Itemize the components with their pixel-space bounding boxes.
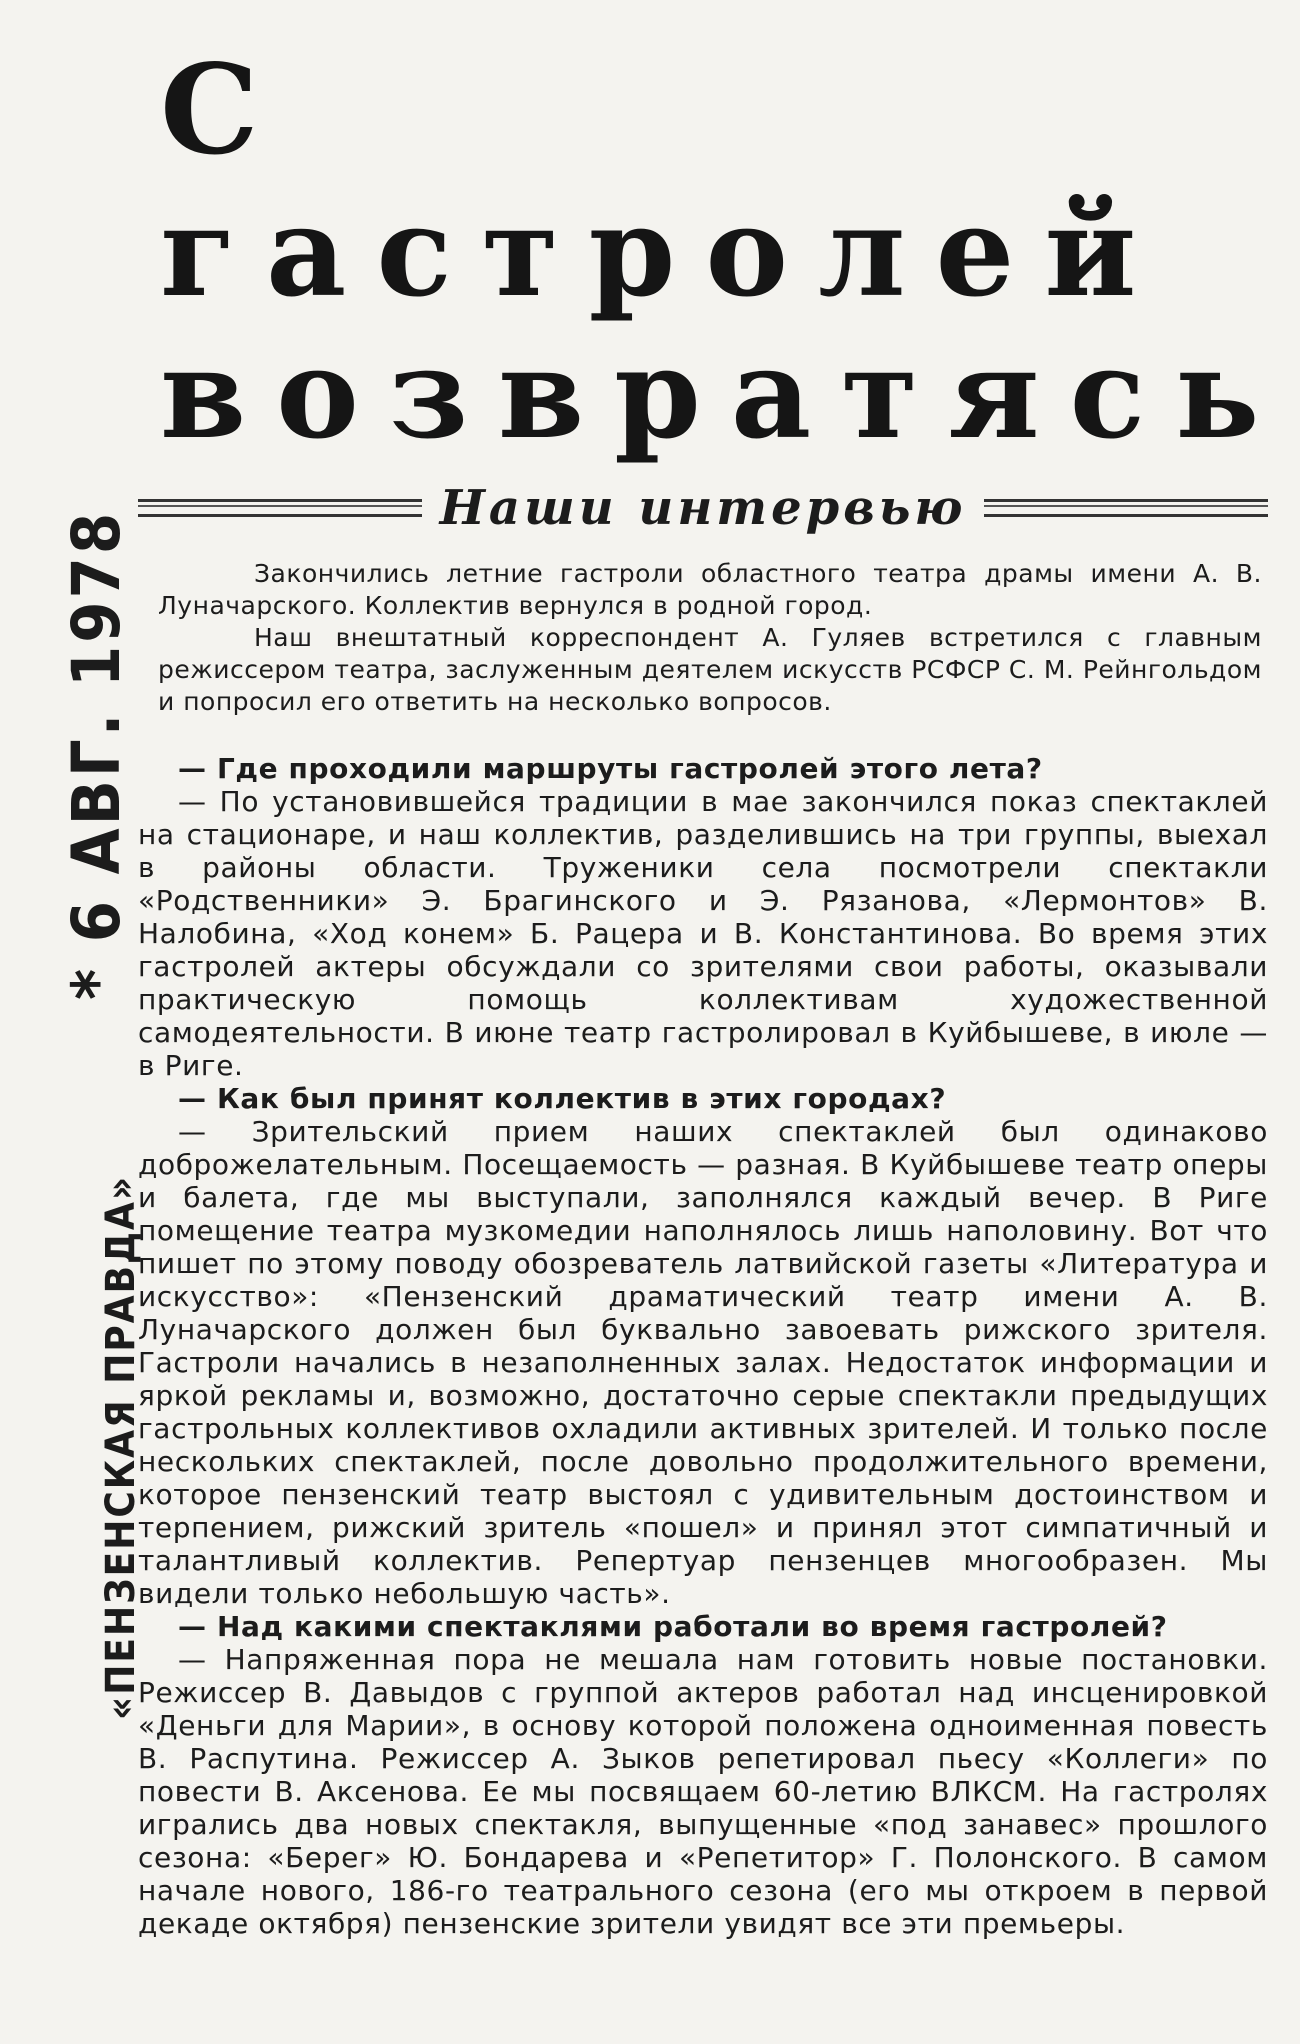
rubric-rule-right <box>984 499 1268 517</box>
lede <box>138 558 1268 718</box>
interview-question: — Где проходили маршруты гастролей этого лета? <box>178 752 1043 785</box>
lede-paragraph: Наш внештатный корреспондент А. Гуляев встретился с главным режиссером театра, заслуженным деятелем искусств РСФСР С. М. Рейнгольдом и попросил его ответить на несколько вопросов. <box>158 623 1262 716</box>
archive-stamp <box>8 0 158 2044</box>
headline <box>138 38 1290 467</box>
stamp-newspaper-name: «ПЕНЗЕНСКАЯ ПРАВДА» <box>98 1174 144 1720</box>
article-body <box>138 752 1268 1940</box>
stamp-date: * 6 АВГ. 1978 <box>58 509 135 1000</box>
headline-line-1: С гастролей <box>160 38 1167 325</box>
interview-question: — Над какими спектаклями работали во время гастролей? <box>178 1610 1168 1643</box>
rubric-rule-left <box>138 499 422 517</box>
rubric-label: Наши интервью <box>439 480 967 536</box>
article <box>138 38 1290 1940</box>
interview-answer: — По установившейся традиции в мае закончился показ спектаклей на стационаре, и наш коллектив, разделившись на три группы, выехал в районы области. Труженики села посмотрели спектакли «Родственники» Э. Брагинского и Э. Рязанова, «Лермонтов» В. Налобина, «Ход конем» Б. Рацера и В. Константинова. Во время этих гастролей актеры обсуждали со зрителями свои работы, оказывали практическую помощь коллективам художественной самодеятельности. В июне театр гастролировал в Куйбышеве, в июле — в Риге. <box>138 785 1268 1082</box>
headline-line-2: возвратясь <box>160 322 1290 467</box>
interview-answer: — Зрительский прием наших спектаклей был одинаково доброжелательным. Посещаемость — разная. В Куйбышеве театр оперы и балета, где мы выступали, заполнялся каждый вечер. В Риге помещение театра музкомедии наполнялось лишь наполовину. Вот что пишет по этому поводу обозреватель латвийской газеты «Литература и искусство»: «Пензенский драматический театр имени А. В. Луначарского должен был буквально завоевать рижского зрителя. Гастроли начались в незаполненных залах. Недостаток информации и яркой рекламы и, возможно, достаточно серые спектакли предыдущих гастрольных коллективов охладили активных зрителей. И только после нескольких спектаклей, после довольно продолжительного времени, которое пензенский театр выстоял с удивительным достоинством и терпением, рижский зритель «пошел» и принял этот симпатичный и талантливый коллектив. Репертуар пензенцев многообразен. Мы видели только небольшую часть». <box>138 1115 1268 1610</box>
interview-question: — Как был принят коллектив в этих городах? <box>178 1082 947 1115</box>
interview-answer: — Напряженная пора не мешала нам готовить новые постановки. Режиссер В. Давыдов с группой актеров работал над инсценировкой «Деньги для Марии», в основу которой положена одноименная повесть В. Распутина. Режиссер А. Зыков репетировал пьесу «Коллеги» по повести В. Аксенова. Ее мы посвящаем 60-летию ВЛКСМ. На гастролях игрались два новых спектакля, выпущенные «под занавес» прошлого сезона: «Берег» Ю. Бондарева и «Репетитор» Г. Полонского. В самом начале нового, 186-го театрального сезона (его мы откроем в первой декаде октября) пензенские зрители увидят все эти премьеры. <box>138 1643 1268 1940</box>
lede-paragraph: Закончились летние гастроли областного театра драмы имени А. В. Луначарского. Коллектив вернулся в родной город. <box>158 559 1262 620</box>
rubric <box>138 480 1268 536</box>
